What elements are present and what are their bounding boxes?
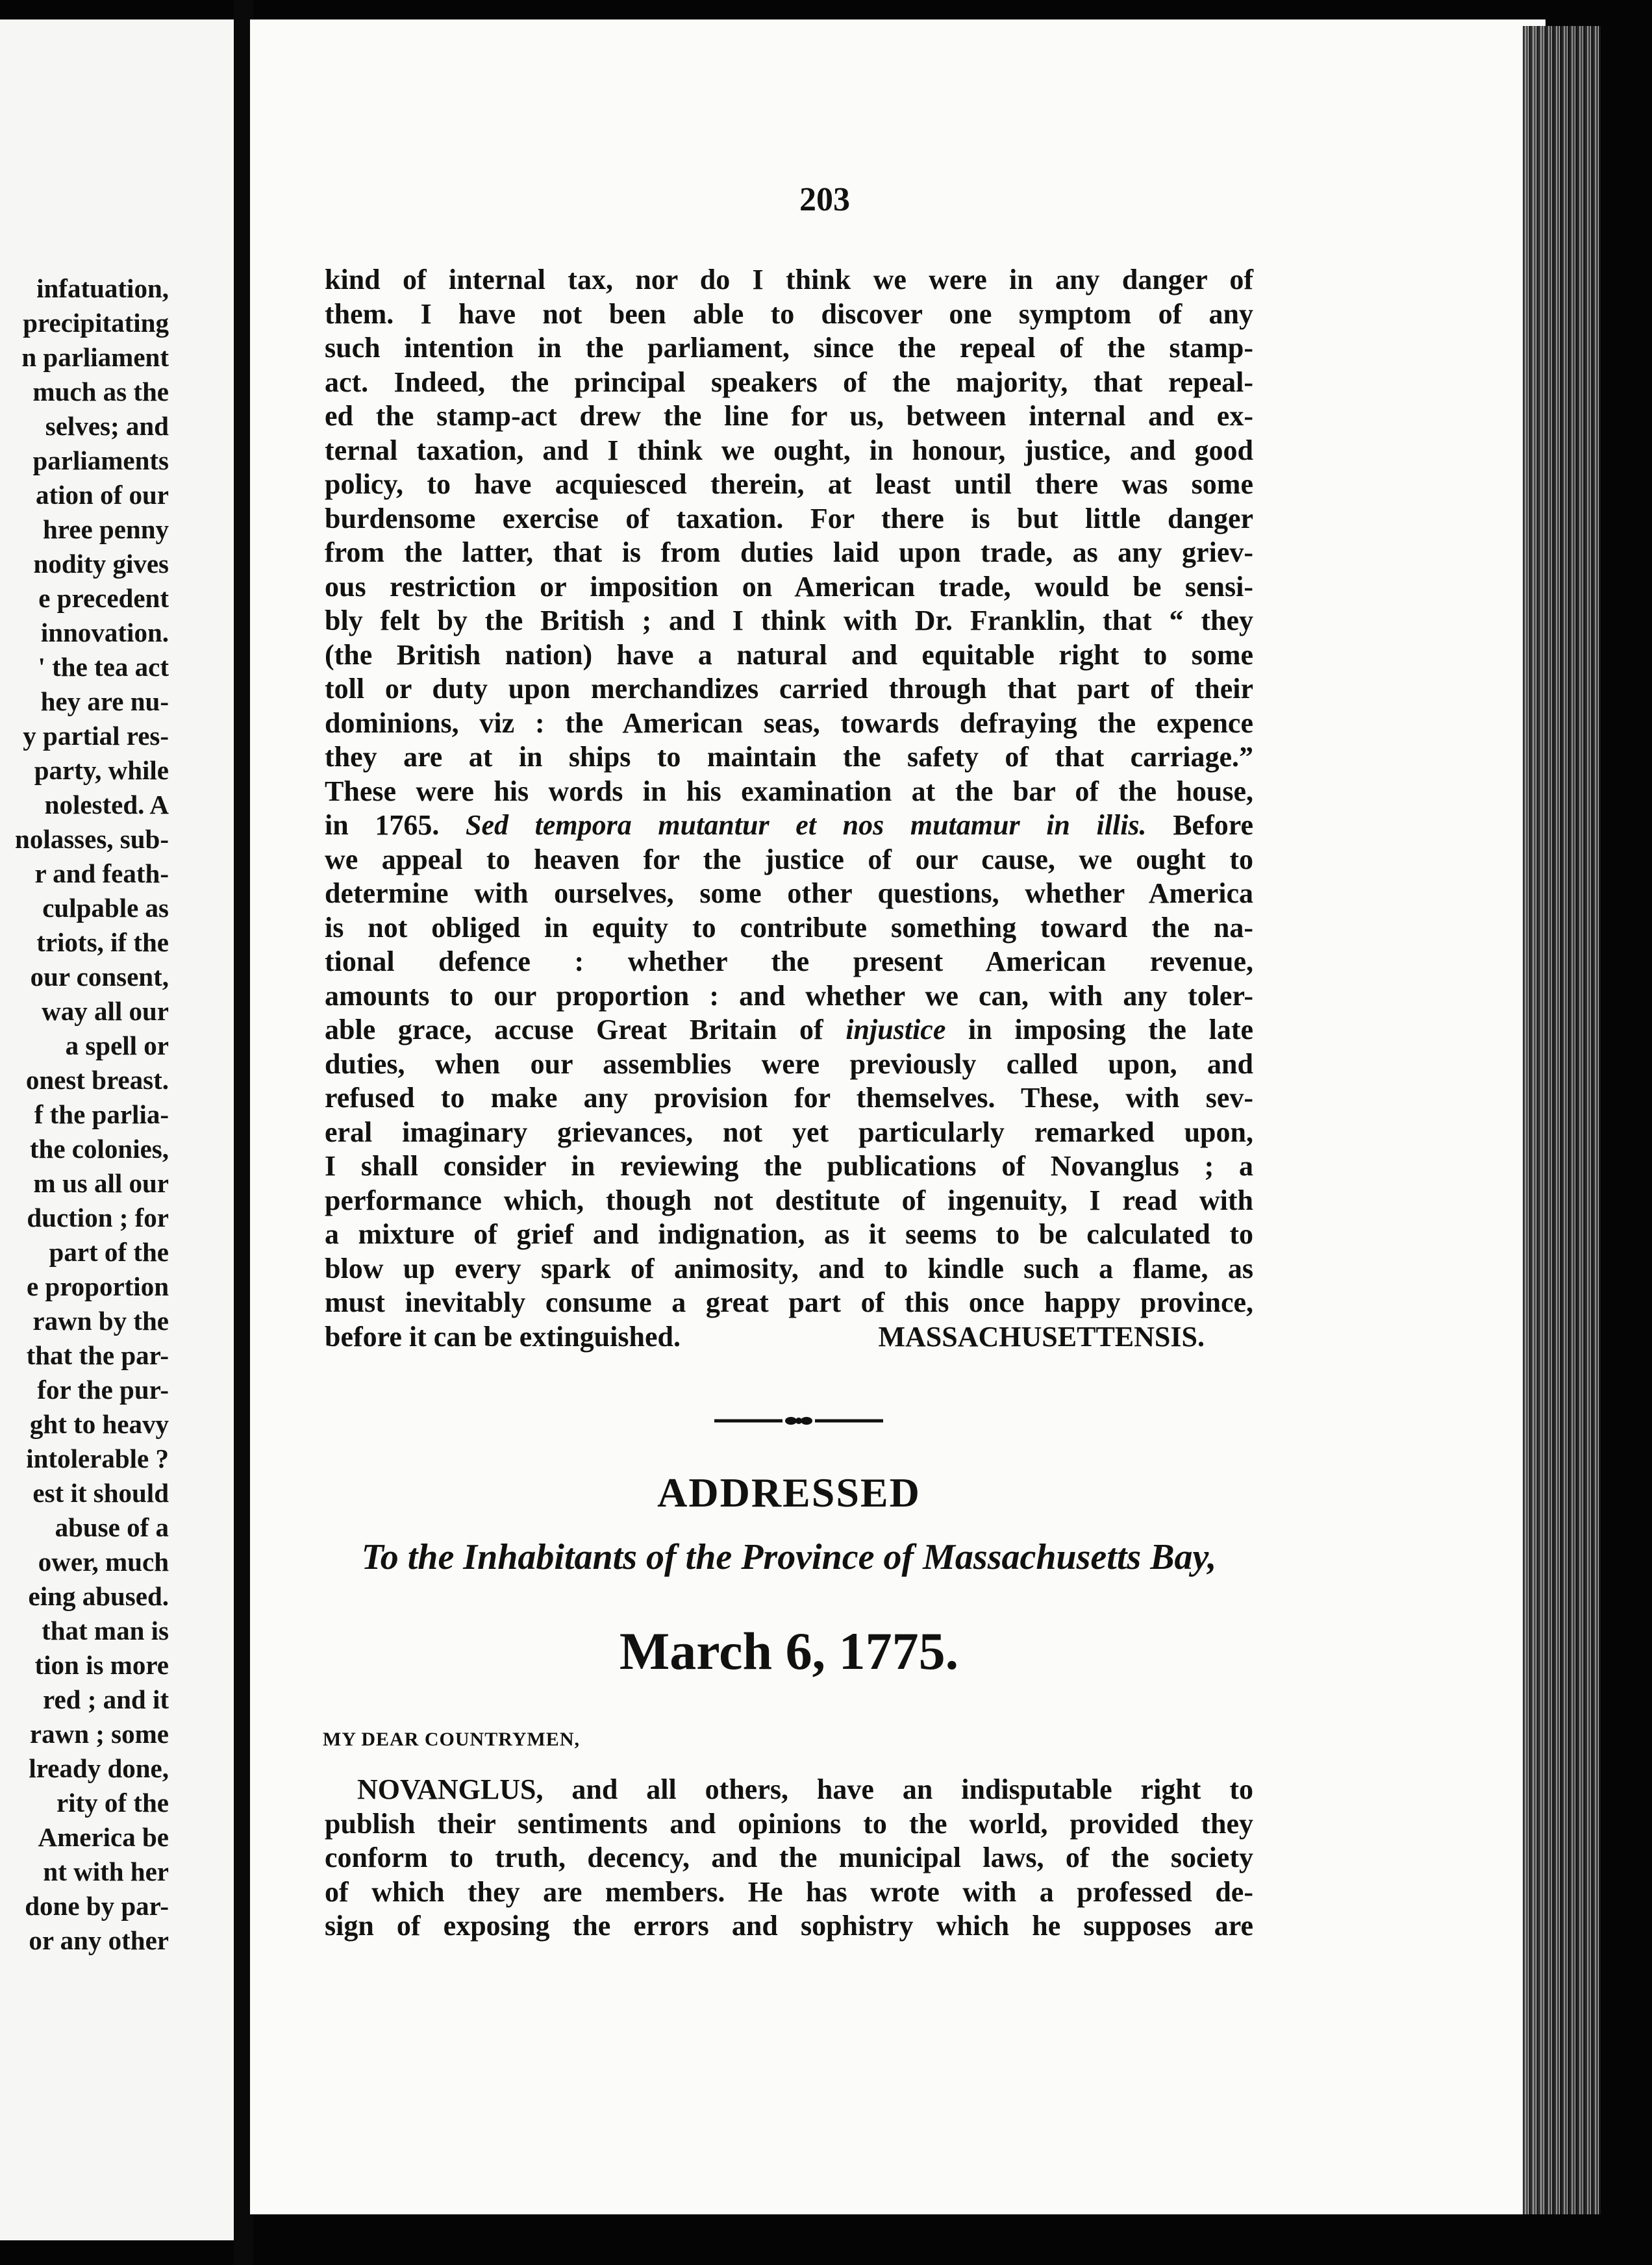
left-page-line: y partial res- [23, 721, 169, 751]
left-page-line: rity of the [56, 1788, 169, 1818]
text-line: kind of internal tax, nor do I think we were in any danger of [325, 264, 1253, 295]
left-page-line: a spell or [65, 1031, 169, 1060]
letter-line: NOVANGLUS, and all others, have an indisputable right to [357, 1773, 1253, 1805]
left-page-line: nolested. A [44, 790, 169, 820]
letter-text [325, 1773, 1253, 1944]
left-page-line: hree penny [42, 514, 169, 544]
left-page-line: ght to heavy [29, 1409, 169, 1439]
left-page-line: America be [38, 1822, 169, 1852]
left-page-line: party, while [34, 755, 169, 785]
left-page-line: duction ; for [27, 1203, 169, 1233]
left-page-line: part of the [49, 1237, 169, 1267]
main-text [325, 263, 1253, 1354]
text-line: eral imaginary grievances, not yet particularly remarked upon, [325, 1116, 1253, 1148]
text-line: dominions, viz : the American seas, towards defraying the expence [325, 707, 1253, 739]
left-page-line: onest breast. [25, 1065, 169, 1095]
left-page-line: much as the [32, 377, 169, 407]
left-page-line: e precedent [38, 583, 169, 613]
left-page-line: e proportion [26, 1271, 169, 1301]
left-page-line: done by par- [25, 1891, 169, 1921]
left-page-line: way all our [42, 996, 169, 1026]
latin-phrase: Sed tempora mutantur et nos mutamur in illis. [465, 809, 1147, 841]
text-line: ternal taxation, and I think we ought, in honour, justice, and good [325, 434, 1253, 466]
left-page-text [15, 271, 169, 1958]
text-line: (the British nation) have a natural and equitable right to some [325, 638, 1253, 671]
left-page [0, 19, 234, 2240]
left-page-line: selves; and [45, 411, 169, 441]
italic-injustice: injustice [845, 1014, 946, 1045]
text-line: performance which, though not destitute of ingenuity, I read with [325, 1184, 1253, 1216]
left-page-line: nolasses, sub- [15, 824, 169, 854]
left-page-line: ower, much [38, 1547, 169, 1577]
text-line: blow up every spark of animosity, and to kindle such a flame, as [325, 1252, 1253, 1284]
text-line: act. Indeed, the principal speakers of the majority, that repeal- [325, 366, 1253, 398]
text-line: I shall consider in reviewing the publications of Novanglus ; a [325, 1150, 1253, 1182]
text-line: ous restriction or imposition on American trade, would be sensi- [325, 570, 1253, 603]
left-page-line: r and feath- [34, 858, 169, 888]
text-line: a mixture of grief and indignation, as it seems to be calculated to [325, 1218, 1253, 1250]
salutation: MY DEAR COUNTRYMEN, [323, 1729, 580, 1750]
left-page-line: rawn by the [32, 1306, 169, 1336]
text-line: duties, when our assemblies were previously called upon, and [325, 1047, 1253, 1080]
left-page-line: that the par- [26, 1340, 169, 1370]
left-page-line: triots, if the [36, 927, 169, 957]
ornament-divider [714, 1414, 883, 1427]
text-line: policy, to have acquiesced therein, at least until there was some [325, 468, 1253, 500]
text-line: bly felt by the British ; and I think with Dr. Franklin, that “ they [325, 605, 1253, 636]
text-line: we appeal to heaven for the justice of our cause, we ought to [325, 843, 1253, 875]
left-page-line: nt with her [43, 1857, 169, 1886]
left-page-line: ation of our [36, 480, 169, 510]
text-line: must inevitably consume a great part of this once happy province, [325, 1286, 1253, 1318]
letter-line: sign of exposing the errors and sophistry which he supposes are [325, 1910, 1253, 1942]
left-page-line: or any other [29, 1925, 169, 1955]
left-page-line: red ; and it [42, 1684, 169, 1714]
text-line: they are at in ships to maintain the safety of that carriage.” [325, 741, 1253, 773]
closing-line [325, 1320, 1253, 1355]
page-edges [1523, 26, 1601, 2214]
left-page-line: eing abused. [28, 1581, 169, 1611]
left-page-line: nodity gives [33, 549, 169, 579]
left-page-line: that man is [42, 1616, 169, 1646]
heading-title: ADDRESSED [657, 1470, 921, 1516]
page-number: 203 [799, 181, 850, 218]
text-line: them. I have not been able to discover one symptom of any [325, 297, 1253, 330]
text-line-injustice: able grace, accuse Great Britain of injustice in imposing the late [325, 1014, 1254, 1045]
left-page-line: the colonies, [29, 1134, 169, 1164]
left-page-line: precipitating [23, 308, 169, 338]
text-line: refused to make any provision for themselves. These, with sev- [325, 1082, 1253, 1114]
left-page-line: rawn ; some [29, 1719, 169, 1749]
left-page-line: lready done, [29, 1753, 169, 1783]
left-page-line: tion is more [34, 1650, 169, 1680]
letter-line: of which they are members. He has wrote with a professed de- [325, 1875, 1253, 1908]
text-line: tional defence : whether the present American revenue, [325, 945, 1253, 977]
left-page-line: our consent, [30, 962, 169, 992]
closing-text: before it can be extinguished. [325, 1320, 681, 1353]
text-line: determine with ourselves, some other questions, whether America [325, 877, 1253, 909]
text-line: is not obliged in equity to contribute something toward the na- [325, 911, 1253, 944]
left-page-line: intolerable ? [26, 1444, 169, 1473]
letter-line: publish their sentiments and opinions to the world, provided they [325, 1807, 1253, 1840]
left-page-line: hey are nu- [40, 686, 169, 716]
left-page-line: infatuation, [36, 273, 169, 303]
left-page-line: est it should [32, 1478, 169, 1508]
text-line: from the latter, that is from duties laid upon trade, as any griev- [325, 536, 1253, 568]
signature: MASSACHUSETTENSIS. [878, 1320, 1205, 1353]
left-page-line: m us all our [33, 1168, 169, 1198]
left-page-line: abuse of a [55, 1512, 169, 1542]
left-page-line: n parliament [21, 342, 169, 372]
left-page-line: culpable as [42, 893, 169, 923]
left-page-line: ' the tea act [38, 652, 169, 682]
text-line: amounts to our proportion : and whether we can, with any toler- [325, 979, 1253, 1012]
text-line: These were his words in his examination at the bar of the house, [325, 775, 1253, 807]
heading-date: March 6, 1775. [619, 1621, 959, 1681]
text-line: such intention in the parliament, since the repeal of the stamp- [325, 332, 1253, 364]
heading-subtitle: To the Inhabitants of the Province of Massachusetts Bay, [361, 1537, 1217, 1577]
text-line: toll or duty upon merchandizes carried through that part of their [325, 673, 1253, 705]
text-line-latin: in 1765. Sed tempora mutantur et nos mutamur in illis. Before [325, 809, 1253, 841]
letter-line: conform to truth, decency, and the municipal laws, of the society [325, 1842, 1253, 1873]
left-page-line: innovation. [40, 618, 169, 647]
text-line: burdensome exercise of taxation. For there is but little danger [325, 502, 1253, 534]
left-page-line: parliaments [32, 445, 169, 475]
left-page-line: f the parlia- [34, 1099, 169, 1129]
text-line: ed the stamp-act drew the line for us, between internal and ex- [325, 400, 1253, 432]
left-page-line: for the pur- [37, 1375, 169, 1405]
